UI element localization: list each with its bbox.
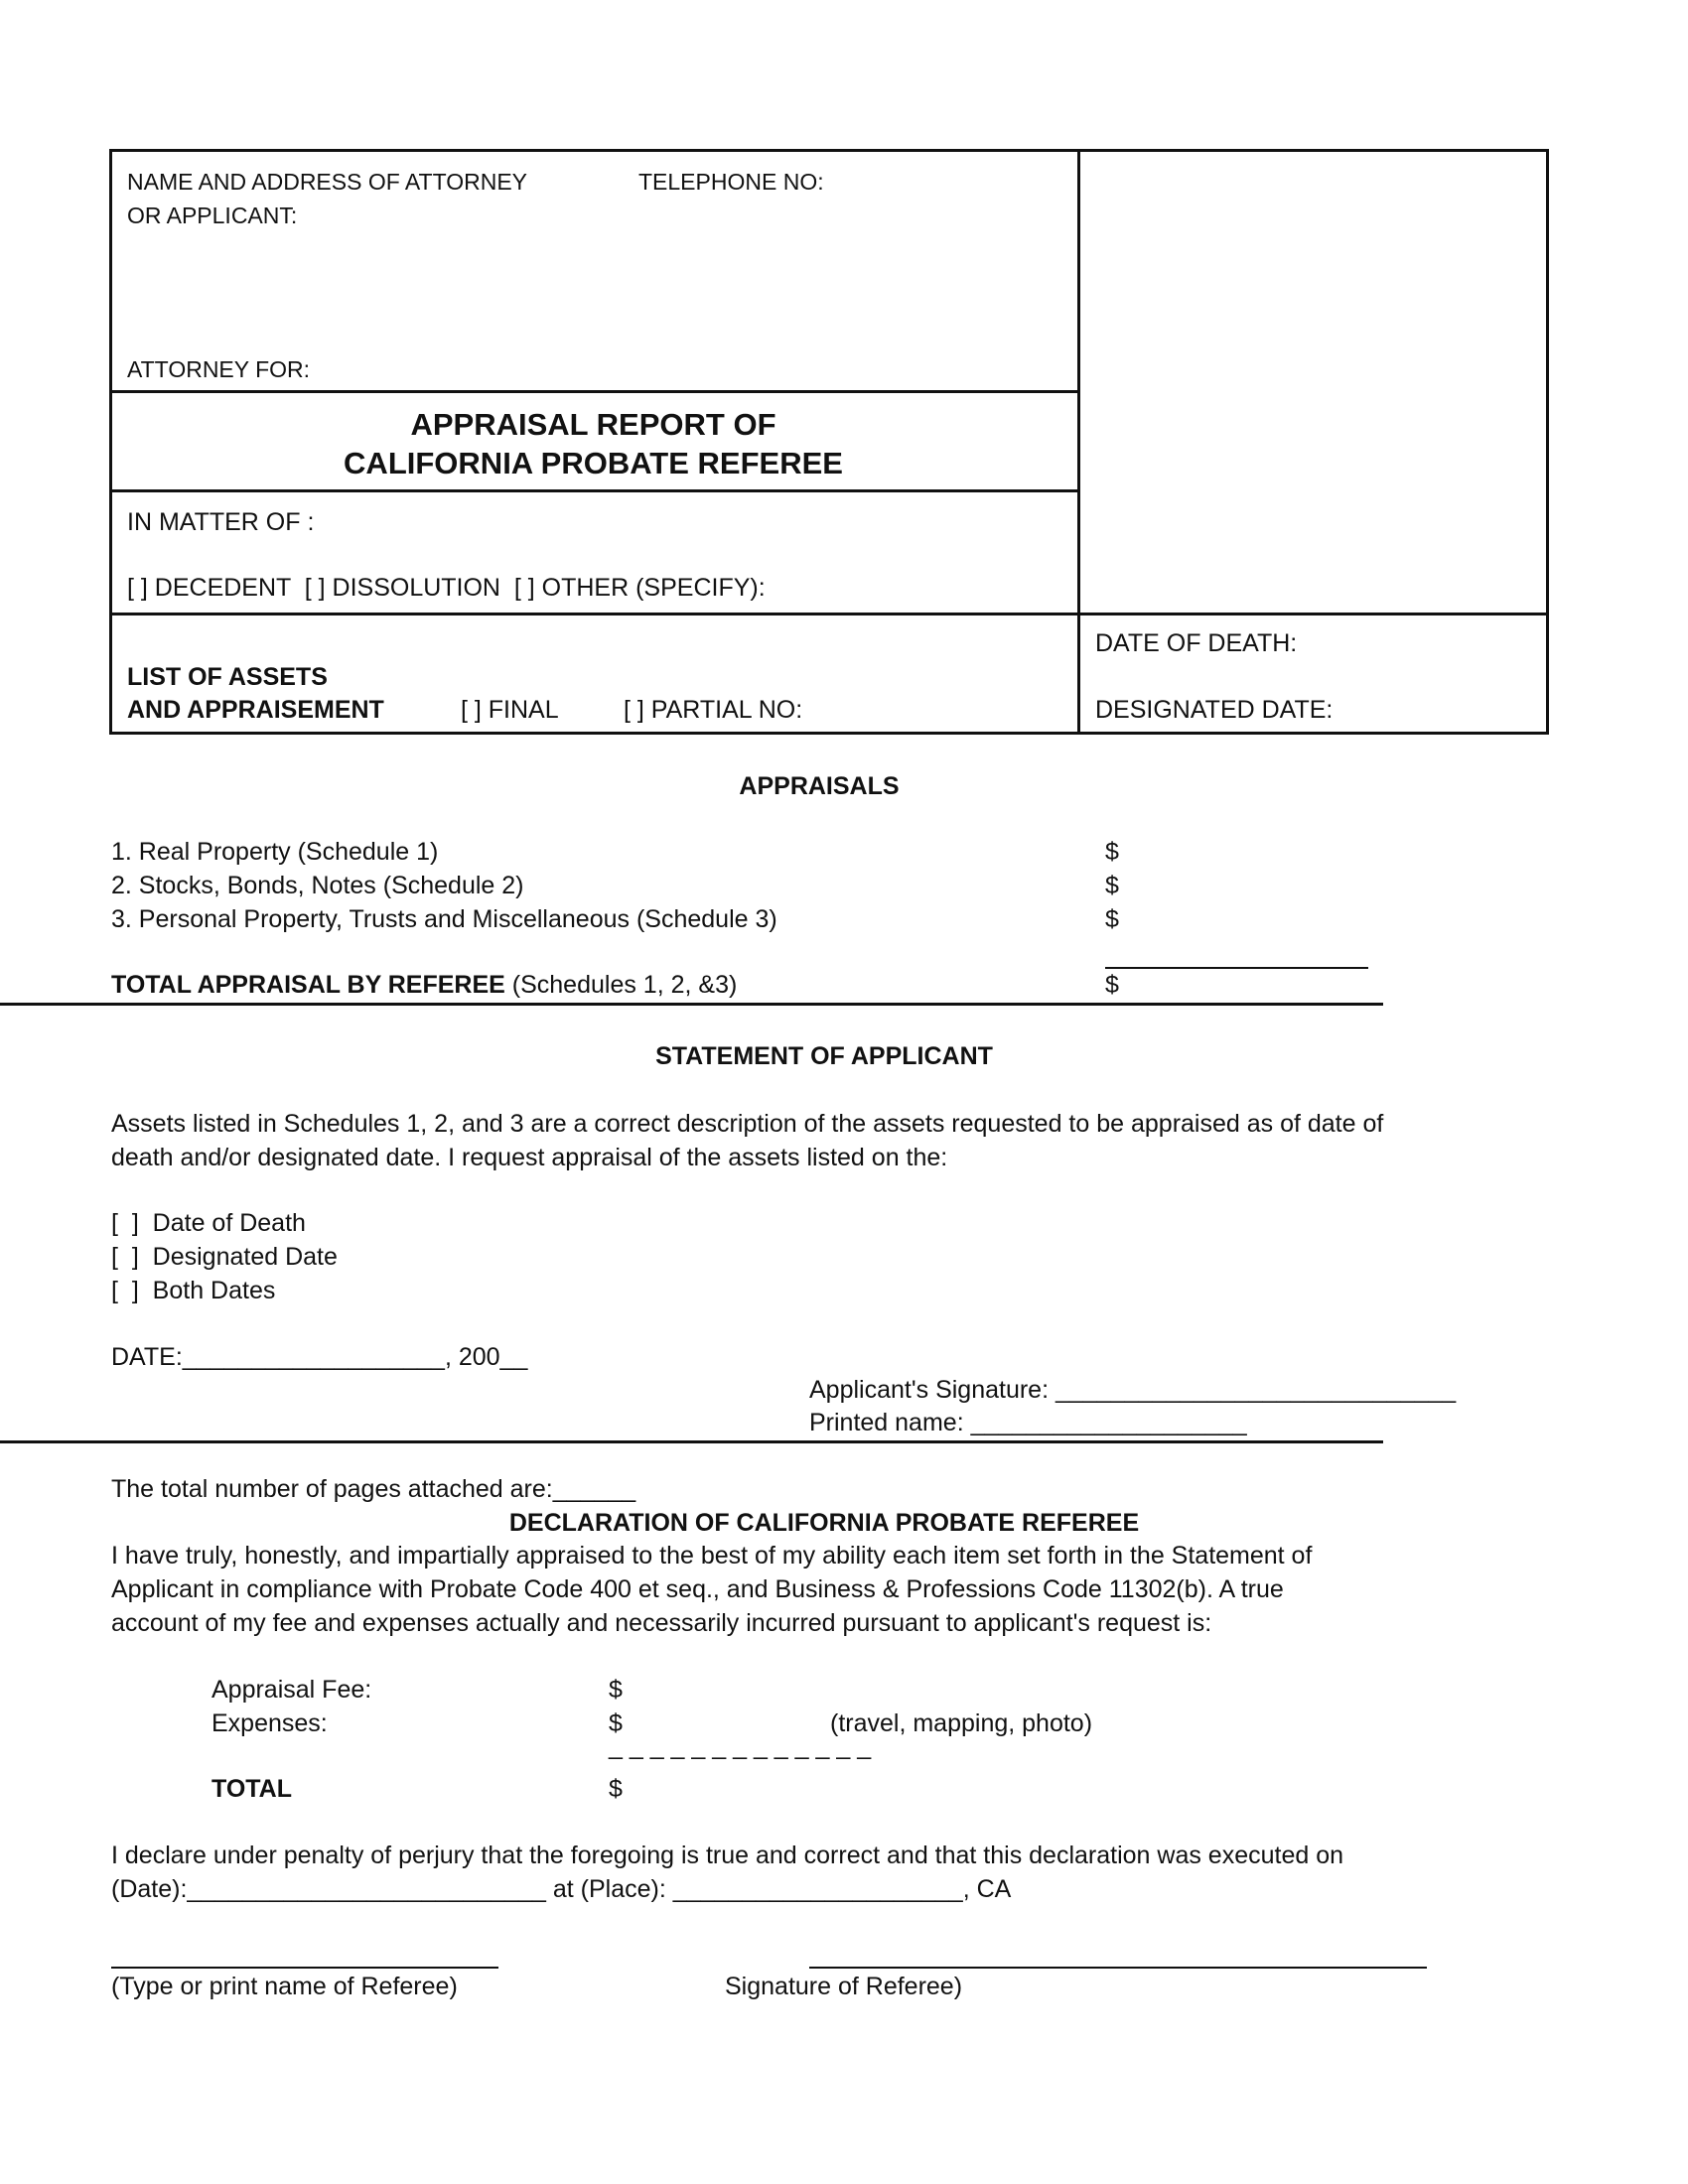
fee-total-currency: $ bbox=[609, 1775, 623, 1803]
option-both-dates[interactable]: [ ] Both Dates bbox=[111, 1277, 276, 1304]
attorney-for-label: ATTORNEY FOR: bbox=[127, 356, 311, 382]
appraisal-item-real-property: 1. Real Property (Schedule 1) bbox=[111, 838, 439, 866]
referee-name-label: (Type or print name of Referee) bbox=[111, 1973, 458, 2000]
perjury-statement-line1: I declare under penalty of perjury that the foregoing is true and correct and that this declaration was executed on bbox=[111, 1842, 1344, 1869]
referee-name-line bbox=[111, 1967, 498, 1969]
header-divider-title bbox=[109, 489, 1080, 492]
option-date-of-death[interactable]: [ ] Date of Death bbox=[111, 1209, 306, 1237]
matter-options[interactable]: [ ] DECEDENT [ ] DISSOLUTION [ ] OTHER (SPECIFY): bbox=[127, 574, 766, 602]
appraisal-item-stocks: 2. Stocks, Bonds, Notes (Schedule 2) bbox=[111, 872, 524, 899]
expenses-label: Expenses: bbox=[211, 1709, 328, 1737]
telephone-label: TELEPHONE NO: bbox=[638, 169, 824, 195]
appraisal-fee-label: Appraisal Fee: bbox=[211, 1676, 372, 1704]
declaration-heading: DECLARATION OF CALIFORNIA PROBATE REFEREE bbox=[508, 1509, 1140, 1537]
final-option[interactable]: [ ] FINAL bbox=[461, 696, 559, 724]
option-designated-date[interactable]: [ ] Designated Date bbox=[111, 1243, 338, 1271]
appraisal-subtotal-line bbox=[1105, 967, 1368, 969]
statement-heading: STATEMENT OF APPLICANT bbox=[655, 1042, 993, 1070]
expenses-currency: $ bbox=[609, 1709, 623, 1737]
in-matter-of-label: IN MATTER OF : bbox=[127, 508, 315, 536]
date-of-death-label: DATE OF DEATH: bbox=[1095, 629, 1298, 657]
designated-date-label: DESIGNATED DATE: bbox=[1095, 696, 1334, 724]
statement-section-divider bbox=[0, 1440, 1383, 1443]
header-divider-attorney bbox=[109, 390, 1080, 393]
appraisal-currency-2: $ bbox=[1105, 872, 1119, 899]
expenses-note: (travel, mapping, photo) bbox=[830, 1709, 1093, 1737]
appraisal-fee-currency: $ bbox=[609, 1676, 623, 1704]
total-appraisal-row bbox=[111, 971, 737, 1000]
name-address-label-line1: NAME AND ADDRESS OF ATTORNEY bbox=[127, 169, 528, 195]
form-title-line2: CALIFORNIA PROBATE REFEREE bbox=[344, 446, 843, 480]
name-address-label-line2: OR APPLICANT: bbox=[127, 203, 298, 228]
fee-total-label: TOTAL bbox=[211, 1775, 293, 1803]
statement-paragraph-line2: death and/or designated date. I request appraisal of the assets listed on the: bbox=[111, 1144, 948, 1171]
fee-dash-line: _ _ _ _ _ _ _ _ _ _ _ _ _ bbox=[609, 1732, 872, 1760]
list-assets-label-line2: AND APPRAISEMENT bbox=[127, 696, 384, 724]
statement-paragraph-line1: Assets listed in Schedules 1, 2, and 3 are a correct description of the assets requested to be appraised as of date of bbox=[111, 1110, 1384, 1138]
statement-date-field[interactable]: DATE:___________________, 200__ bbox=[111, 1343, 528, 1371]
referee-signature-label: Signature of Referee) bbox=[725, 1973, 963, 2000]
appraisals-heading: APPRAISALS bbox=[739, 772, 900, 800]
referee-signature-line bbox=[809, 1967, 1427, 1969]
form-title-line1: APPRAISAL REPORT OF bbox=[410, 407, 776, 442]
declaration-paragraph-line2: Applicant in compliance with Probate Code 400 et seq., and Business & Professions Code 11302(b). A true bbox=[111, 1575, 1284, 1603]
appraisal-section-divider bbox=[0, 1003, 1383, 1006]
total-appraisal-label: TOTAL APPRAISAL BY REFEREE bbox=[111, 971, 505, 999]
header-vertical-divider bbox=[1077, 149, 1080, 735]
list-assets-label-line1: LIST OF ASSETS bbox=[127, 663, 328, 691]
appraisal-item-personal-property: 3. Personal Property, Trusts and Miscellaneous (Schedule 3) bbox=[111, 905, 777, 933]
total-appraisal-schedules: (Schedules 1, 2, &3) bbox=[511, 971, 738, 999]
applicant-signature-field[interactable]: Applicant's Signature: _____________________________ bbox=[809, 1376, 1457, 1404]
declaration-paragraph-line1: I have truly, honestly, and impartially appraised to the best of my ability each item set forth in the Statement of bbox=[111, 1542, 1313, 1570]
pages-attached-field[interactable]: The total number of pages attached are:______ bbox=[111, 1475, 636, 1503]
declaration-paragraph-line3: account of my fee and expenses actually and necessarily incurred pursuant to applicant's request is: bbox=[111, 1609, 1212, 1637]
header-divider-assets bbox=[109, 613, 1549, 615]
appraisal-currency-1: $ bbox=[1105, 838, 1119, 866]
appraisal-currency-3: $ bbox=[1105, 905, 1119, 933]
perjury-date-place-field[interactable]: (Date):__________________________ at (Place): _____________________, CA bbox=[111, 1875, 1012, 1903]
printed-name-field[interactable]: Printed name: ____________________ bbox=[809, 1409, 1247, 1436]
partial-option[interactable]: [ ] PARTIAL NO: bbox=[624, 696, 803, 724]
total-appraisal-currency: $ bbox=[1105, 971, 1119, 999]
